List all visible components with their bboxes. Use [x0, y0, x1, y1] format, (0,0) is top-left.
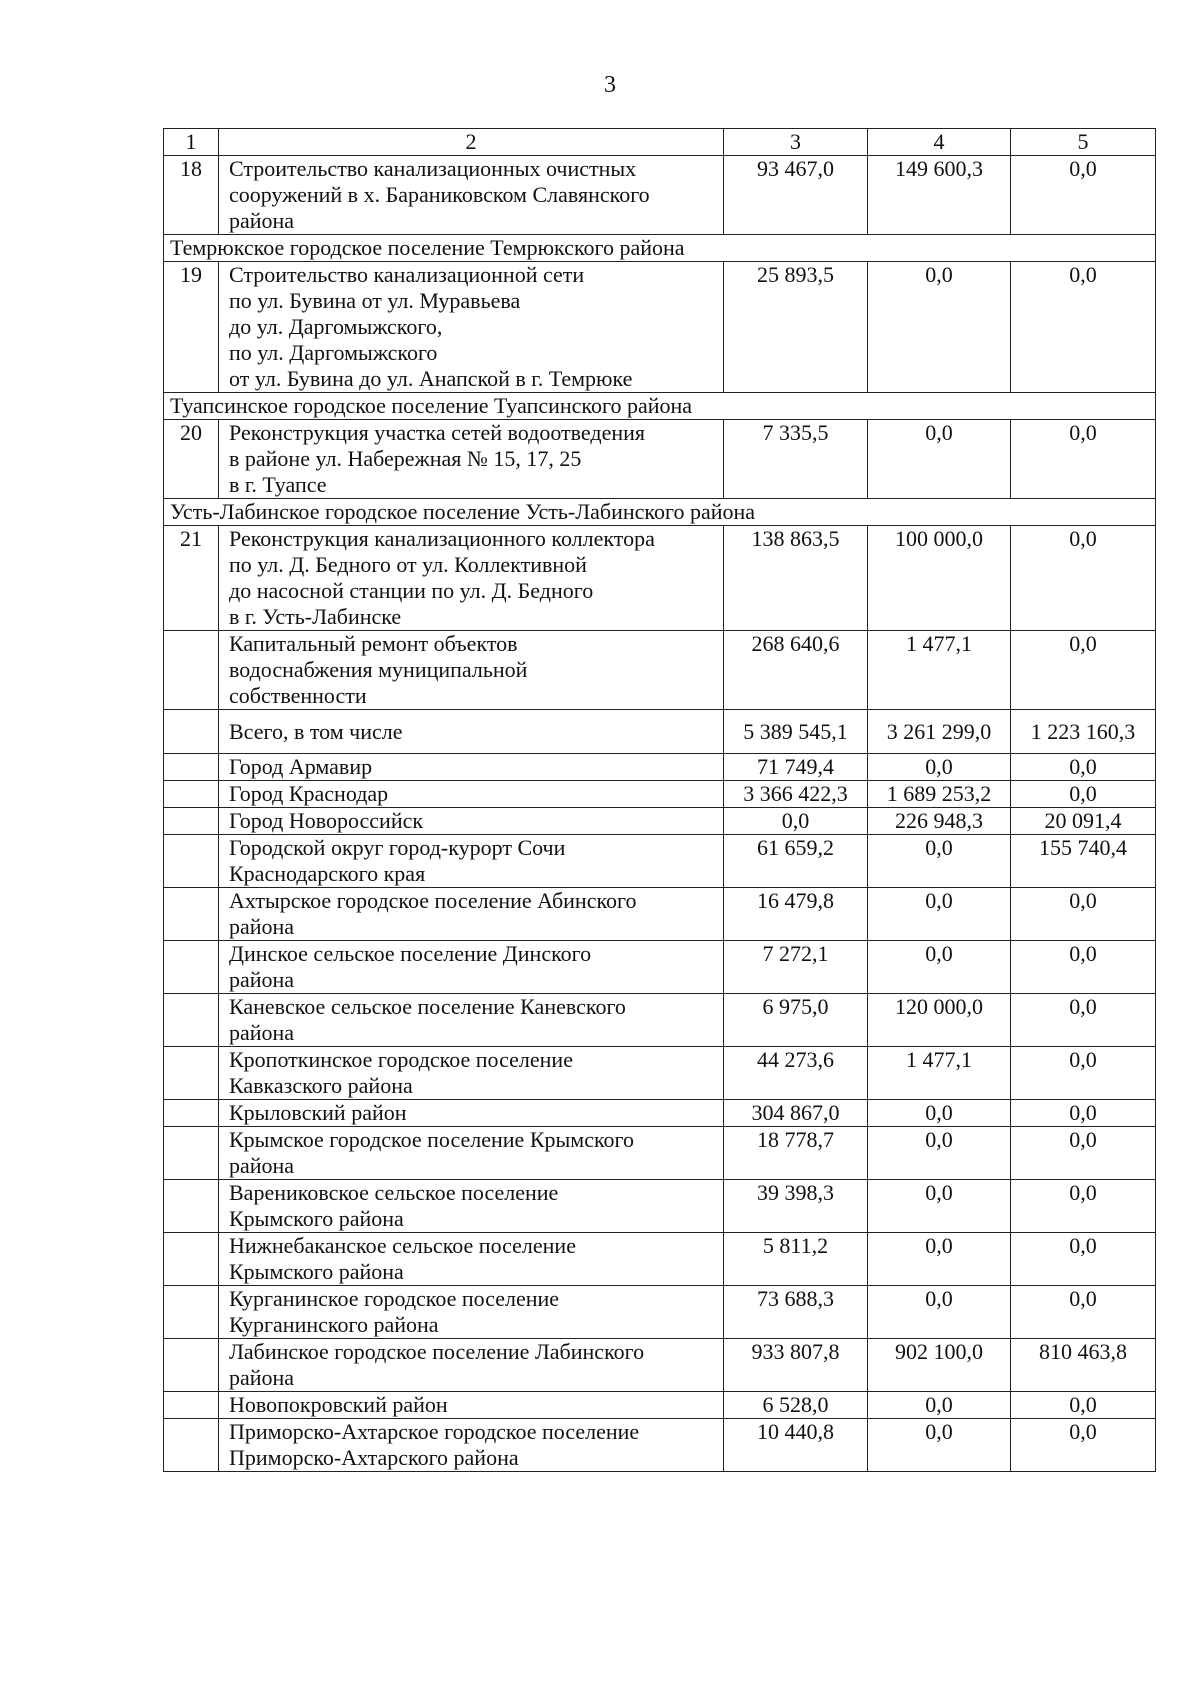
name-line: района	[229, 1020, 295, 1045]
row-number-cell	[164, 1419, 219, 1472]
name-line: Приморско-Ахтарского района	[229, 1445, 519, 1470]
section-row	[164, 499, 1156, 526]
name-line: водоснабжения муниципальной	[229, 657, 528, 682]
name-cell	[219, 808, 724, 835]
value-col4-cell: 0,0	[868, 1180, 1011, 1233]
value-col4-cell: 0,0	[868, 1100, 1011, 1127]
value-col3-cell: 73 688,3	[724, 1286, 868, 1339]
value-col4-cell: 0,0	[868, 1419, 1011, 1472]
row-number-cell	[164, 1286, 219, 1339]
section-title: Темрюкское городское поселение Темрюкского района	[164, 235, 1156, 262]
value-col3-cell: 933 807,8	[724, 1339, 868, 1392]
value-col3-cell: 71 749,4	[724, 754, 868, 781]
name-cell	[219, 1233, 724, 1286]
row-number-cell	[164, 1180, 219, 1233]
value-col3-cell: 25 893,5	[724, 262, 868, 393]
name-cell	[219, 262, 724, 393]
value-col4-cell: 226 948,3	[868, 808, 1011, 835]
name-line: Крыловский район	[229, 1100, 407, 1125]
table-row	[164, 1392, 1156, 1419]
name-cell	[219, 1180, 724, 1233]
table-row	[164, 1339, 1156, 1392]
row-number-cell: 18	[164, 156, 219, 235]
row-number-cell: 20	[164, 420, 219, 499]
name-line: Капитальный ремонт объектов	[229, 631, 518, 656]
header-cell: 3	[724, 129, 868, 156]
value-col5-cell: 0,0	[1011, 781, 1156, 808]
name-line: Каневское сельское поселение Каневского	[229, 994, 626, 1019]
value-col5-cell: 810 463,8	[1011, 1339, 1156, 1392]
table-row	[164, 835, 1156, 888]
value-col4-cell: 902 100,0	[868, 1339, 1011, 1392]
table-row	[164, 156, 1156, 235]
row-number-cell	[164, 754, 219, 781]
name-line: Приморско-Ахтарское городское поселение	[229, 1419, 640, 1444]
table-row	[164, 1127, 1156, 1180]
name-line: Городской округ город-курорт Сочи	[229, 835, 566, 860]
funding-table	[163, 128, 1156, 1472]
name-line: до ул. Даргомыжского,	[229, 314, 443, 339]
name-line: в районе ул. Набережная № 15, 17, 25	[229, 446, 582, 471]
name-line: Строительство канализационной сети	[229, 262, 585, 287]
name-line: Реконструкция канализационного коллектора	[229, 526, 655, 551]
value-col3-cell: 304 867,0	[724, 1100, 868, 1127]
value-col5-cell: 0,0	[1011, 1100, 1156, 1127]
row-number-cell	[164, 808, 219, 835]
name-cell	[219, 1419, 724, 1472]
value-col4-cell: 0,0	[868, 1286, 1011, 1339]
value-col3-cell: 10 440,8	[724, 1419, 868, 1472]
name-cell	[219, 1339, 724, 1392]
value-col5-cell: 0,0	[1011, 1180, 1156, 1233]
value-col5-cell: 1 223 160,3	[1011, 710, 1156, 754]
section-title: Усть-Лабинское городское поселение Усть-Лабинского района	[164, 499, 1156, 526]
row-number-cell	[164, 941, 219, 994]
name-line: Реконструкция участка сетей водоотведения	[229, 420, 646, 445]
table-row	[164, 420, 1156, 499]
name-cell	[219, 1286, 724, 1339]
section-row	[164, 235, 1156, 262]
value-col4-cell: 0,0	[868, 420, 1011, 499]
name-cell	[219, 526, 724, 631]
name-cell	[219, 1047, 724, 1100]
name-cell	[219, 941, 724, 994]
value-col3-cell: 268 640,6	[724, 631, 868, 710]
value-col4-cell: 100 000,0	[868, 526, 1011, 631]
name-line: Строительство канализационных очистных	[229, 156, 637, 181]
name-line: Новопокровский район	[229, 1392, 448, 1417]
total-row	[164, 710, 1156, 754]
value-col5-cell: 0,0	[1011, 262, 1156, 393]
header-cell: 1	[164, 129, 219, 156]
table-row	[164, 1180, 1156, 1233]
name-line: Ахтырское городское поселение Абинского	[229, 888, 637, 913]
name-line: Кропоткинское городское поселение	[229, 1047, 573, 1072]
name-line: Курганинское городское поселение	[229, 1286, 560, 1311]
value-col4-cell: 0,0	[868, 262, 1011, 393]
table-row	[164, 1100, 1156, 1127]
value-col5-cell: 0,0	[1011, 888, 1156, 941]
value-col5-cell: 0,0	[1011, 1286, 1156, 1339]
name-line: Крымского района	[229, 1259, 404, 1284]
header-cell: 2	[219, 129, 724, 156]
value-col5-cell: 0,0	[1011, 1392, 1156, 1419]
row-number-cell	[164, 710, 219, 754]
name-cell	[219, 888, 724, 941]
value-col3-cell: 16 479,8	[724, 888, 868, 941]
name-cell	[219, 631, 724, 710]
value-col4-cell: 0,0	[868, 1233, 1011, 1286]
value-col4-cell: 0,0	[868, 1127, 1011, 1180]
value-col3-cell: 39 398,3	[724, 1180, 868, 1233]
row-number-cell	[164, 631, 219, 710]
value-col5-cell: 0,0	[1011, 420, 1156, 499]
row-number-cell	[164, 1392, 219, 1419]
value-col3-cell: 18 778,7	[724, 1127, 868, 1180]
name-line: по ул. Даргомыжского	[229, 340, 438, 365]
value-col5-cell: 0,0	[1011, 631, 1156, 710]
name-line: Лабинское городское поселение Лабинского	[229, 1339, 645, 1364]
value-col5-cell: 0,0	[1011, 1419, 1156, 1472]
value-col4-cell: 0,0	[868, 835, 1011, 888]
value-col5-cell: 0,0	[1011, 1047, 1156, 1100]
value-col3-cell: 61 659,2	[724, 835, 868, 888]
name-line: района	[229, 914, 295, 939]
name-line: Город Армавир	[229, 754, 373, 779]
name-line: района	[229, 208, 295, 233]
value-col5-cell: 155 740,4	[1011, 835, 1156, 888]
row-number-cell	[164, 1127, 219, 1180]
name-line: района	[229, 1365, 295, 1390]
name-line: Курганинского района	[229, 1312, 439, 1337]
name-line: от ул. Бувина до ул. Анапской в г. Темрюке	[229, 366, 633, 391]
table-row	[164, 526, 1156, 631]
header-row	[164, 129, 1156, 156]
value-col3-cell: 93 467,0	[724, 156, 868, 235]
value-col4-cell: 0,0	[868, 888, 1011, 941]
value-col3-cell: 5 811,2	[724, 1233, 868, 1286]
name-line: района	[229, 967, 295, 992]
row-number-cell	[164, 781, 219, 808]
name-cell: Всего, в том числе	[219, 710, 724, 754]
value-col5-cell: 0,0	[1011, 1127, 1156, 1180]
table-row	[164, 781, 1156, 808]
row-number-cell	[164, 888, 219, 941]
value-col3-cell: 6 975,0	[724, 994, 868, 1047]
value-col4-cell: 0,0	[868, 754, 1011, 781]
value-col3-cell: 3 366 422,3	[724, 781, 868, 808]
value-col5-cell: 0,0	[1011, 526, 1156, 631]
value-col4-cell: 0,0	[868, 1392, 1011, 1419]
name-line: по ул. Бувина от ул. Муравьева	[229, 288, 521, 313]
value-col4-cell: 0,0	[868, 941, 1011, 994]
name-line: Крымское городское поселение Крымского	[229, 1127, 635, 1152]
table-row	[164, 262, 1156, 393]
value-col5-cell: 0,0	[1011, 754, 1156, 781]
page-number: 3	[604, 72, 616, 98]
value-col4-cell: 1 689 253,2	[868, 781, 1011, 808]
name-line: до насосной станции по ул. Д. Бедного	[229, 578, 594, 603]
table-row	[164, 754, 1156, 781]
value-col5-cell: 0,0	[1011, 156, 1156, 235]
name-cell	[219, 781, 724, 808]
row-number-cell	[164, 1100, 219, 1127]
value-col4-cell: 3 261 299,0	[868, 710, 1011, 754]
table-row	[164, 1286, 1156, 1339]
table-row	[164, 888, 1156, 941]
table-row	[164, 1233, 1156, 1286]
name-line: в г. Усть-Лабинске	[229, 604, 402, 629]
name-line: в г. Туапсе	[229, 472, 327, 497]
value-col4-cell: 1 477,1	[868, 631, 1011, 710]
value-col4-cell: 149 600,3	[868, 156, 1011, 235]
value-col3-cell: 6 528,0	[724, 1392, 868, 1419]
table-row	[164, 941, 1156, 994]
table-row	[164, 631, 1156, 710]
name-line: Крымского района	[229, 1206, 404, 1231]
name-cell	[219, 1392, 724, 1419]
name-line: Варениковское сельское поселение	[229, 1180, 559, 1205]
value-col3-cell: 138 863,5	[724, 526, 868, 631]
name-line: по ул. Д. Бедного от ул. Коллективной	[229, 552, 587, 577]
name-line: Краснодарского края	[229, 861, 426, 886]
name-line: собственности	[229, 683, 367, 708]
name-cell	[219, 994, 724, 1047]
table-row	[164, 808, 1156, 835]
header-cell: 4	[868, 129, 1011, 156]
header-cell: 5	[1011, 129, 1156, 156]
name-line: Город Новороссийск	[229, 808, 424, 833]
table-row	[164, 1047, 1156, 1100]
row-number-cell	[164, 835, 219, 888]
value-col4-cell: 1 477,1	[868, 1047, 1011, 1100]
value-col3-cell: 5 389 545,1	[724, 710, 868, 754]
row-number-cell: 21	[164, 526, 219, 631]
row-number-cell	[164, 1339, 219, 1392]
value-col3-cell: 0,0	[724, 808, 868, 835]
name-cell	[219, 156, 724, 235]
name-cell	[219, 1100, 724, 1127]
row-number-cell	[164, 1047, 219, 1100]
value-col4-cell: 120 000,0	[868, 994, 1011, 1047]
value-col5-cell: 0,0	[1011, 941, 1156, 994]
value-col3-cell: 7 335,5	[724, 420, 868, 499]
value-col3-cell: 7 272,1	[724, 941, 868, 994]
name-line: района	[229, 1153, 295, 1178]
table-row	[164, 994, 1156, 1047]
value-col5-cell: 0,0	[1011, 994, 1156, 1047]
section-title: Туапсинское городское поселение Туапсинского района	[164, 393, 1156, 420]
name-line: Нижнебаканское сельское поселение	[229, 1233, 576, 1258]
section-row	[164, 393, 1156, 420]
row-number-cell	[164, 1233, 219, 1286]
name-cell	[219, 754, 724, 781]
value-col3-cell: 44 273,6	[724, 1047, 868, 1100]
name-cell	[219, 420, 724, 499]
name-cell	[219, 1127, 724, 1180]
row-number-cell	[164, 994, 219, 1047]
name-line: Динское сельское поселение Динского	[229, 941, 592, 966]
row-number-cell: 19	[164, 262, 219, 393]
name-line: Город Краснодар	[229, 781, 389, 806]
name-cell	[219, 835, 724, 888]
name-line: сооружений в х. Бараниковском Славянского	[229, 182, 650, 207]
name-line: Кавказского района	[229, 1073, 413, 1098]
value-col5-cell: 20 091,4	[1011, 808, 1156, 835]
value-col5-cell: 0,0	[1011, 1233, 1156, 1286]
table-row	[164, 1419, 1156, 1472]
